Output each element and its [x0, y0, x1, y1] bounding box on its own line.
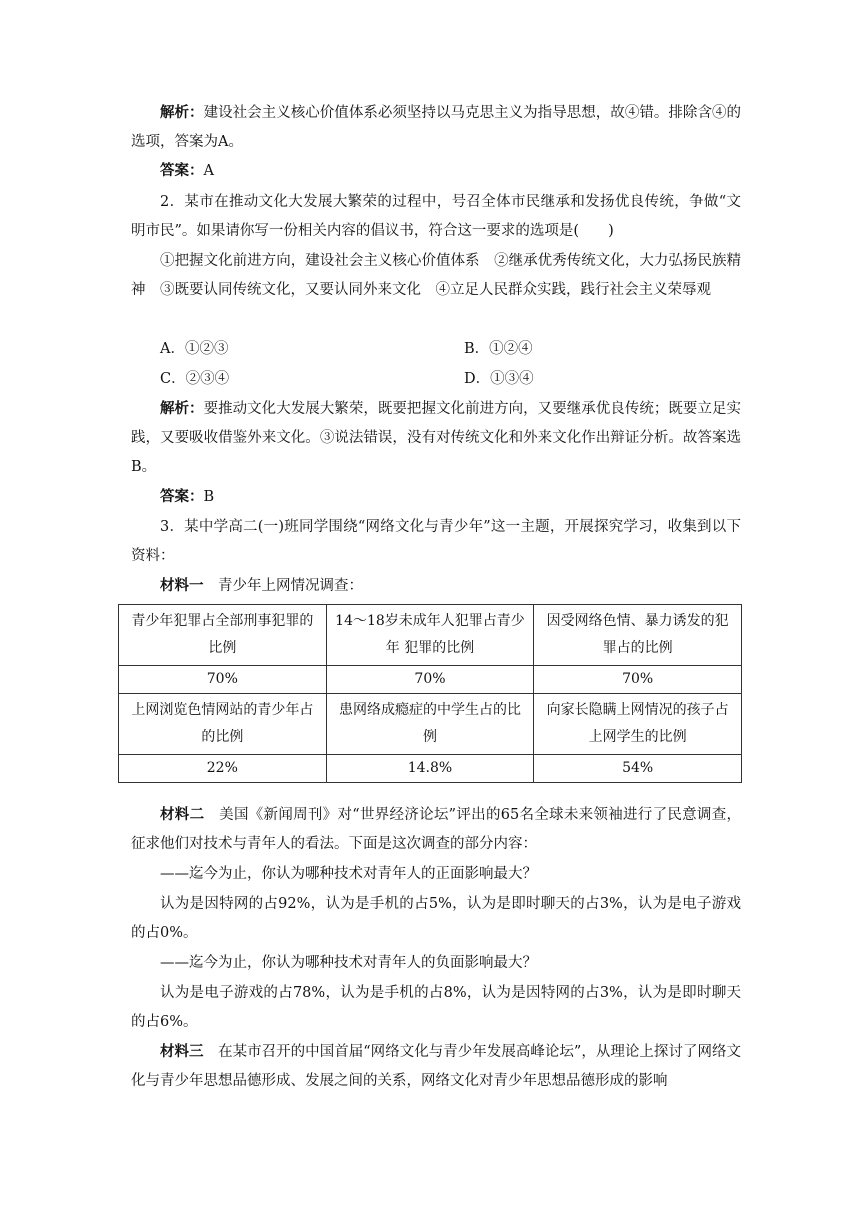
q2-stem: 2．某市在推动文化大发展大繁荣的过程中，号召全体市民继承和发扬优良传统，争做“文明市民”。如果请你写一份相关内容的倡议书，符合这一要求的选项是( ) — [131, 194, 741, 239]
table-cell: 70% — [326, 666, 534, 694]
table-cell: 上网浏览色情网站的青少年占的比例 — [119, 694, 327, 755]
table-cell: 70% — [119, 666, 327, 694]
table-cell: 青少年犯罪占全部刑事犯罪的比例 — [119, 605, 327, 666]
analysis-label: 解析： — [160, 401, 204, 417]
table-cell: 14～18岁未成年人犯罪占青少年 犯罪的比例 — [326, 605, 534, 666]
table-cell: 22% — [119, 755, 327, 783]
q2-answer — [160, 483, 214, 512]
analysis-label: 解析： — [160, 105, 204, 121]
q2-option-b: B．①②④ — [464, 341, 533, 357]
q2-option-d: D．①③④ — [464, 371, 534, 387]
q2-option-c: C．②③④ — [160, 371, 230, 387]
material2-label: 材料二 — [160, 807, 205, 823]
table-cell: 患网络成瘾症的中学生占的比例 — [326, 694, 534, 755]
survey-question-negative: ——迄今为止，你认为哪种技术对青年人的负面影响最大？ — [160, 955, 537, 971]
answer-label: 答案： — [160, 489, 204, 505]
material3 — [131, 1038, 741, 1096]
table-row — [119, 605, 742, 666]
q3-stem: 3．某中学高二(一)班同学围绕“网络文化与青少年”这一主题，开展探究学习，收集到以下资料： — [131, 519, 741, 564]
survey-answer-positive: 认为是因特网的占92%，认为是手机的占5%，认为是即时聊天的占3%，认为是电子游戏的占0%。 — [131, 896, 741, 941]
q2-option-a: A．①②③ — [160, 341, 229, 357]
table-cell: 向家长隐瞒上网情况的孩子占上网学生的比例 — [534, 694, 742, 755]
q2-analysis — [131, 395, 741, 482]
material3-label: 材料三 — [160, 1044, 204, 1060]
material3-text: 在某市召开的中国首届“网络文化与青少年发展高峰论坛”，从理论上探讨了网络文化与青少年思想品德形成、发展之间的关系，网络文化对青少年思想品德形成的影响 — [131, 1044, 742, 1089]
material1-label: 材料一 — [160, 578, 204, 594]
table-cell: 14.8% — [326, 755, 534, 783]
table-row — [119, 666, 742, 694]
q1-answer — [160, 157, 214, 186]
q2-statements: ①把握文化前进方向，建设社会主义核心价值体系 ②继承优秀传统文化，大力弘扬民族精神 ③既要认同传统文化，又要认同外来文化 ④立足人民群众实践，践行社会主义荣辱观 — [131, 253, 741, 298]
material1-heading — [160, 572, 363, 601]
survey-question-positive: ——迄今为止，你认为哪种技术对青年人的正面影响最大？ — [160, 866, 537, 882]
analysis-text: 建设社会主义核心价值体系必须坚持以马克思主义为指导思想，故④错。排除含④的选项，答案为A。 — [131, 105, 741, 150]
material2-text: 美国《新闻周刊》对“世界经济论坛”评出的65名全球未来领袖进行了民意调查，征求他们对技术与青年人的看法。下面是这次调查的部分内容： — [131, 807, 742, 852]
table-cell: 因受网络色情、暴力诱发的犯罪占的比例 — [534, 605, 742, 666]
survey-answer-negative: 认为是电子游戏的占78%，认为是手机的占8%，认为是因特网的占3%，认为是即时聊天的占6%。 — [131, 985, 741, 1030]
answer-label: 答案： — [160, 163, 204, 179]
q1-analysis — [131, 99, 741, 157]
answer-value: B — [203, 489, 215, 505]
material1-title: 青少年上网情况调查： — [203, 578, 363, 594]
analysis-text: 要推动文化大发展大繁荣，既要把握文化前进方向，又要继承优良传统；既要立足实践，又要吸收借鉴外来文化。③说法错误，没有对传统文化和外来文化作出辩证分析。故答案选B。 — [131, 401, 741, 475]
table-cell: 54% — [534, 755, 742, 783]
material2 — [131, 801, 741, 859]
table-row — [119, 694, 742, 755]
survey-table — [118, 604, 742, 783]
answer-value: A — [203, 163, 214, 179]
table-row — [119, 755, 742, 783]
table-cell: 70% — [534, 666, 742, 694]
